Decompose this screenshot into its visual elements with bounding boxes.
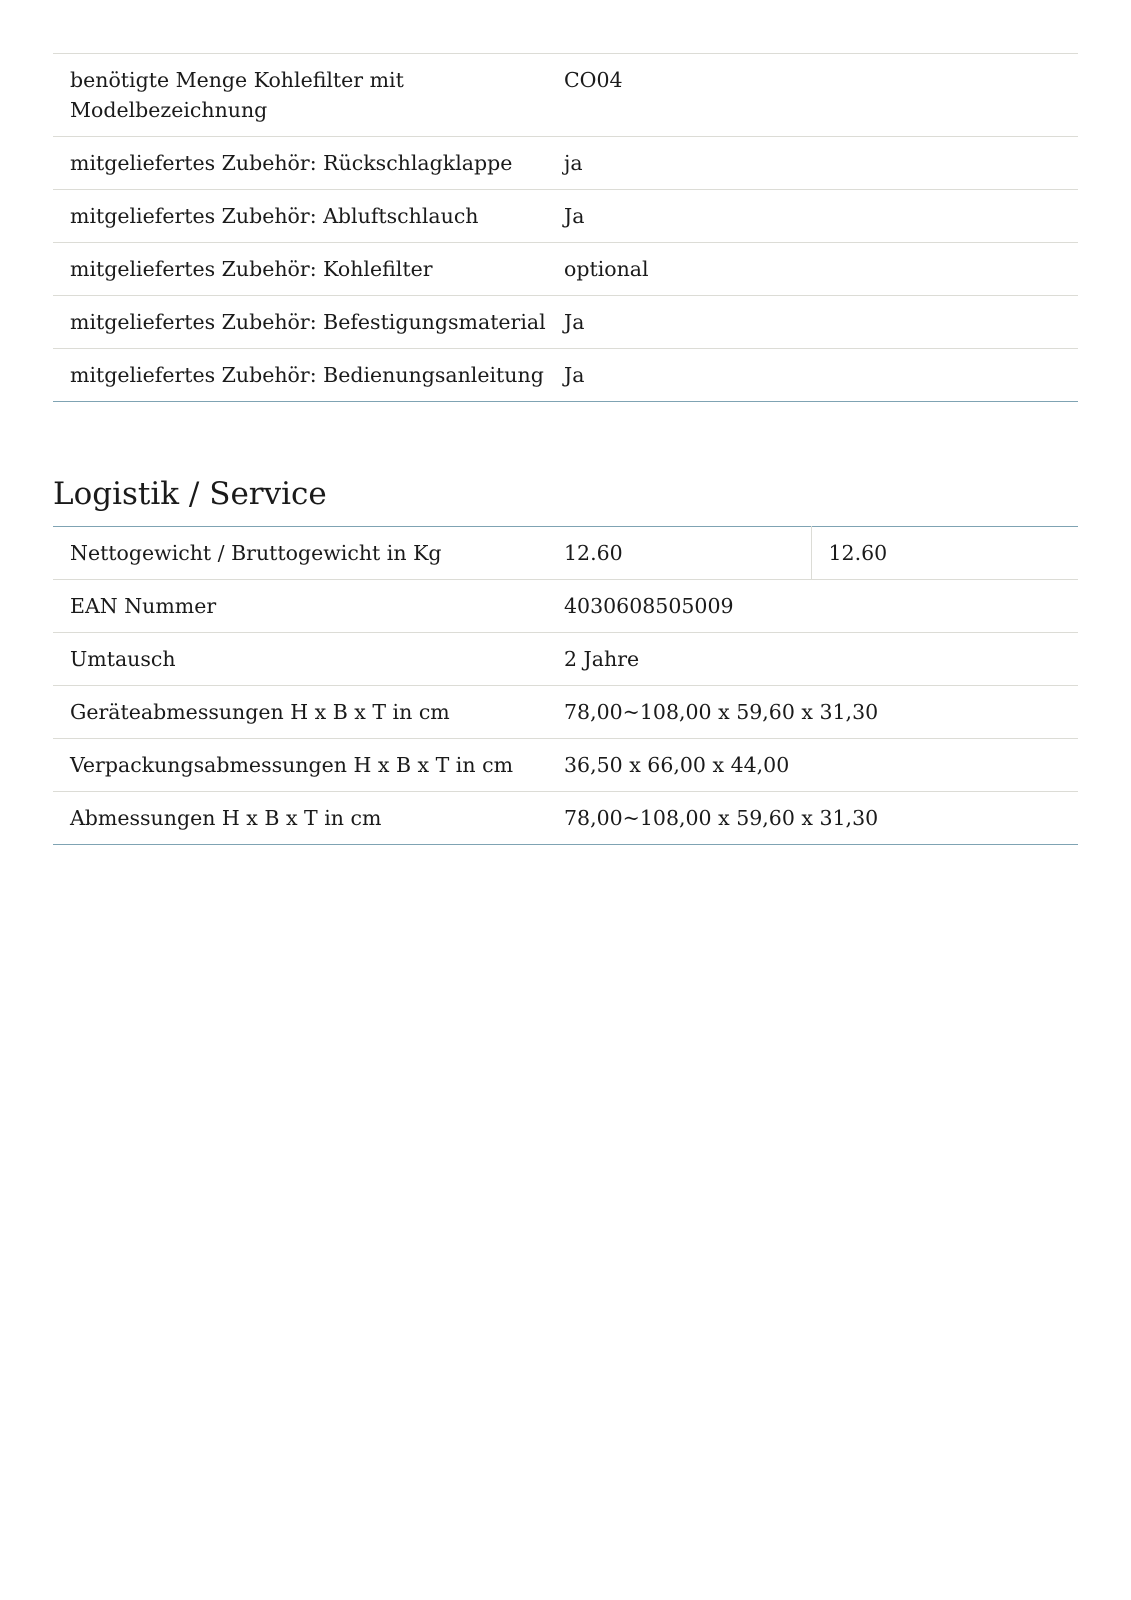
row-value: 36,50 x 66,00 x 44,00 (547, 739, 1078, 792)
document-page (53, 53, 1078, 845)
row-value: 78,00~108,00 x 59,60 x 31,30 (547, 686, 1078, 739)
row-value: optional (547, 243, 1078, 296)
table-row (53, 633, 1078, 686)
row-value: ja (547, 137, 1078, 190)
row-value: Ja (547, 296, 1078, 349)
net-weight-value: 12.60 (547, 527, 811, 580)
row-value: Ja (547, 190, 1078, 243)
row-label: benötigte Menge Kohlefilter mit Modelbezeichnung (53, 54, 547, 137)
table-row (53, 137, 1078, 190)
row-value: 2 Jahre (547, 633, 1078, 686)
table-row (53, 527, 1078, 580)
row-label: Abmessungen H x B x T in cm (53, 792, 547, 845)
row-value: 4030608505009 (547, 580, 1078, 633)
row-label: mitgeliefertes Zubehör: Bedienungsanleitung (53, 349, 547, 402)
row-label: Nettogewicht / Bruttogewicht in Kg (53, 527, 547, 580)
table-row (53, 54, 1078, 137)
table-row (53, 296, 1078, 349)
table-row (53, 580, 1078, 633)
row-label: mitgeliefertes Zubehör: Rückschlagklappe (53, 137, 547, 190)
row-label: Verpackungsabmessungen H x B x T in cm (53, 739, 547, 792)
table-row (53, 686, 1078, 739)
section-title-logistics: Logistik / Service (53, 476, 327, 512)
row-value: Ja (547, 349, 1078, 402)
table-row (53, 349, 1078, 402)
row-value: 78,00~108,00 x 59,60 x 31,30 (547, 792, 1078, 845)
row-label: Geräteabmessungen H x B x T in cm (53, 686, 547, 739)
logistics-table (53, 526, 1078, 845)
table-row (53, 739, 1078, 792)
table-row (53, 792, 1078, 845)
row-label: mitgeliefertes Zubehör: Befestigungsmaterial (53, 296, 547, 349)
row-value: CO04 (547, 54, 1078, 137)
table-row (53, 243, 1078, 296)
row-label: mitgeliefertes Zubehör: Kohlefilter (53, 243, 547, 296)
row-label: Umtausch (53, 633, 547, 686)
row-label: mitgeliefertes Zubehör: Abluftschlauch (53, 190, 547, 243)
accessories-table (53, 53, 1078, 402)
table-row (53, 190, 1078, 243)
gross-weight-value: 12.60 (811, 527, 1078, 580)
row-label: EAN Nummer (53, 580, 547, 633)
